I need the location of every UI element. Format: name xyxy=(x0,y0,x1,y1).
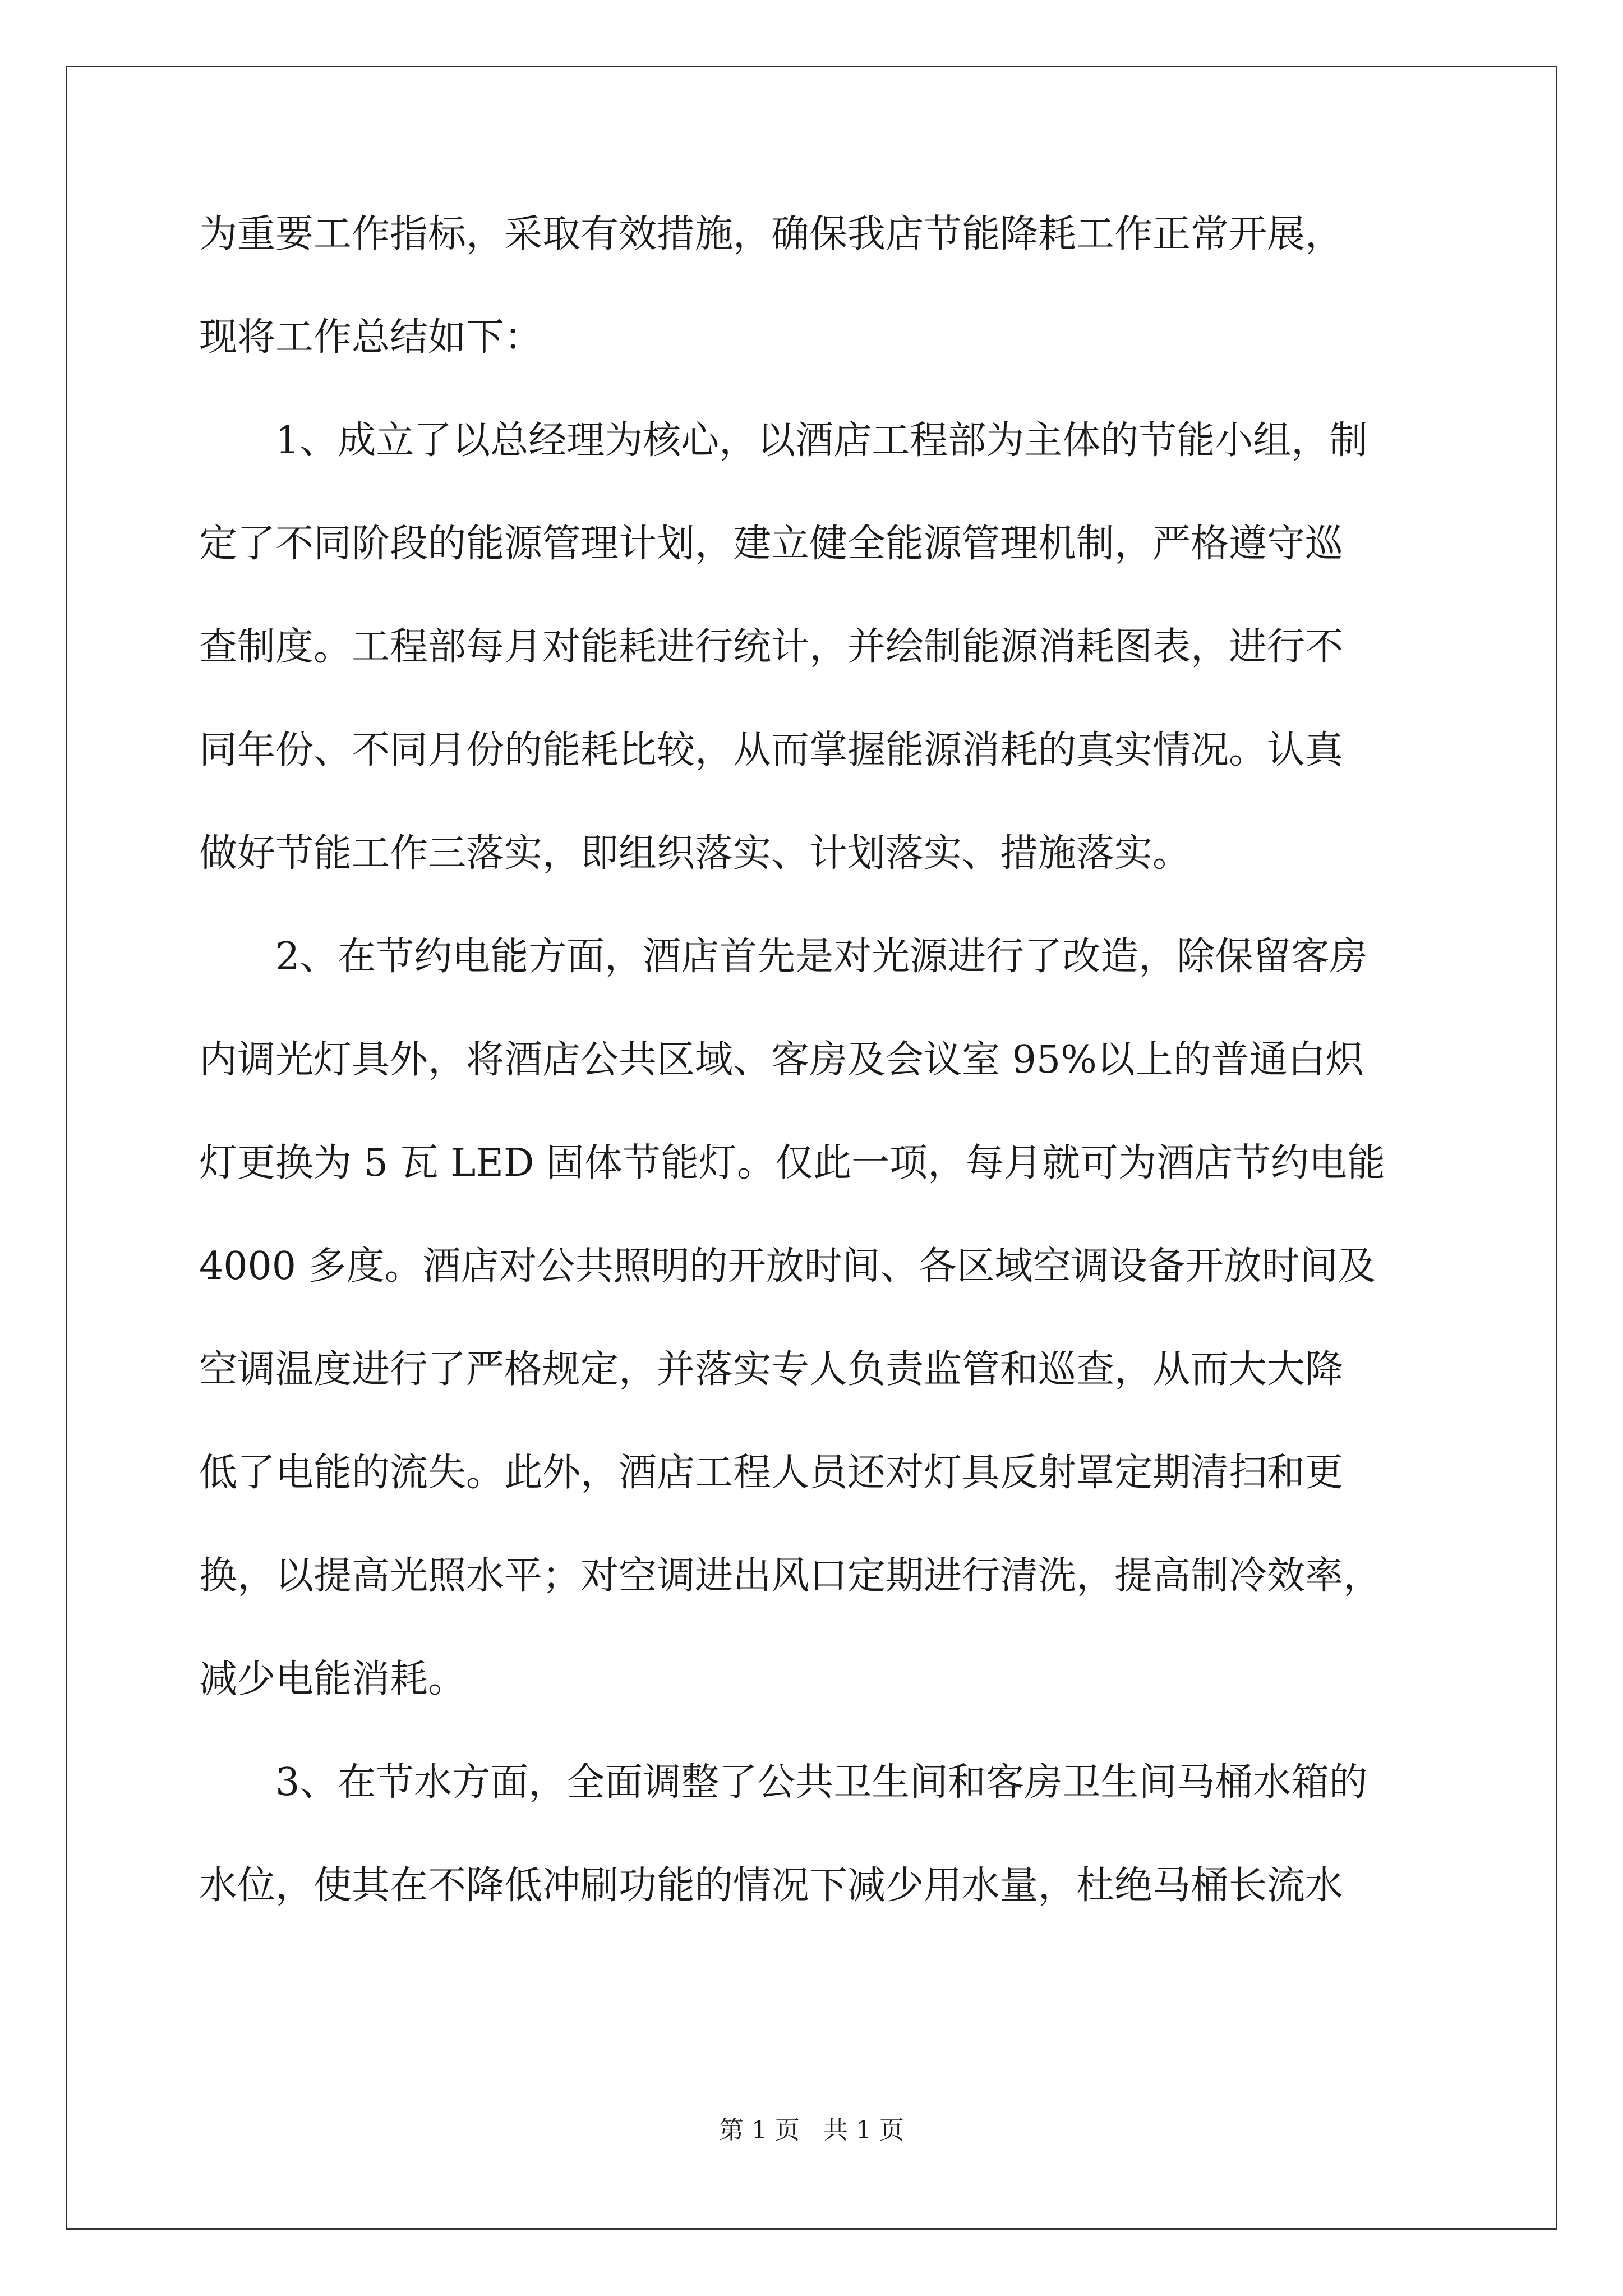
text-line: 定了不同阶段的能源管理计划，建立健全能源管理机制，严格遵守巡 xyxy=(199,522,1344,566)
text-line: 低了电能的流失。此外，酒店工程人员还对灯具反射罩定期清扫和更 xyxy=(199,1451,1344,1495)
page-number-footer: 第 1 页 共 1 页 xyxy=(719,2116,904,2145)
text-line: 灯更换为 5 瓦 LED 固体节能灯。仅此一项，每月就可为酒店节约电能 xyxy=(199,1141,1386,1185)
text-line: 水位，使其在不降低冲刷功能的情况下减少用水量，杜绝马桶长流水 xyxy=(199,1864,1344,1908)
text-line: 做好节能工作三落实，即组织落实、计划落实、措施落实。 xyxy=(199,831,1191,876)
document-body xyxy=(199,183,1422,1938)
paragraph-2-start: 2、在节约电能方面，酒店首先是对光源进行了改造，除保留客房 xyxy=(275,935,1368,979)
text-line: 为重要工作指标，采取有效措施，确保我店节能降耗工作正常开展， xyxy=(199,212,1344,256)
text-line: 查制度。工程部每月对能耗进行统计，并绘制能源消耗图表，进行不 xyxy=(199,625,1344,669)
text-line: 减少电能消耗。 xyxy=(199,1657,467,1701)
text-line: 同年份、不同月份的能耗比较，从而掌握能源消耗的真实情况。认真 xyxy=(199,728,1344,772)
text-line: 空调温度进行了严格规定，并落实专人负责监管和巡查，从而大大降 xyxy=(199,1347,1344,1392)
paragraph-1-start: 1、成立了以总经理为核心，以酒店工程部为主体的节能小组，制 xyxy=(275,418,1368,463)
text-line: 现将工作总结如下： xyxy=(199,315,543,360)
paragraph-3-start: 3、在节水方面，全面调整了公共卫生间和客房卫生间马桶水箱的 xyxy=(275,1760,1368,1805)
text-line: 换，以提高光照水平；对空调进出风口定期进行清洗，提高制冷效率， xyxy=(199,1554,1382,1598)
text-line: 内调光灯具外，将酒店公共区域、客房及会议室 95%以上的普通白炽 xyxy=(199,1038,1364,1082)
text-line: 4000 多度。酒店对公共照明的开放时间、各区域空调设备开放时间及 xyxy=(199,1244,1376,1289)
